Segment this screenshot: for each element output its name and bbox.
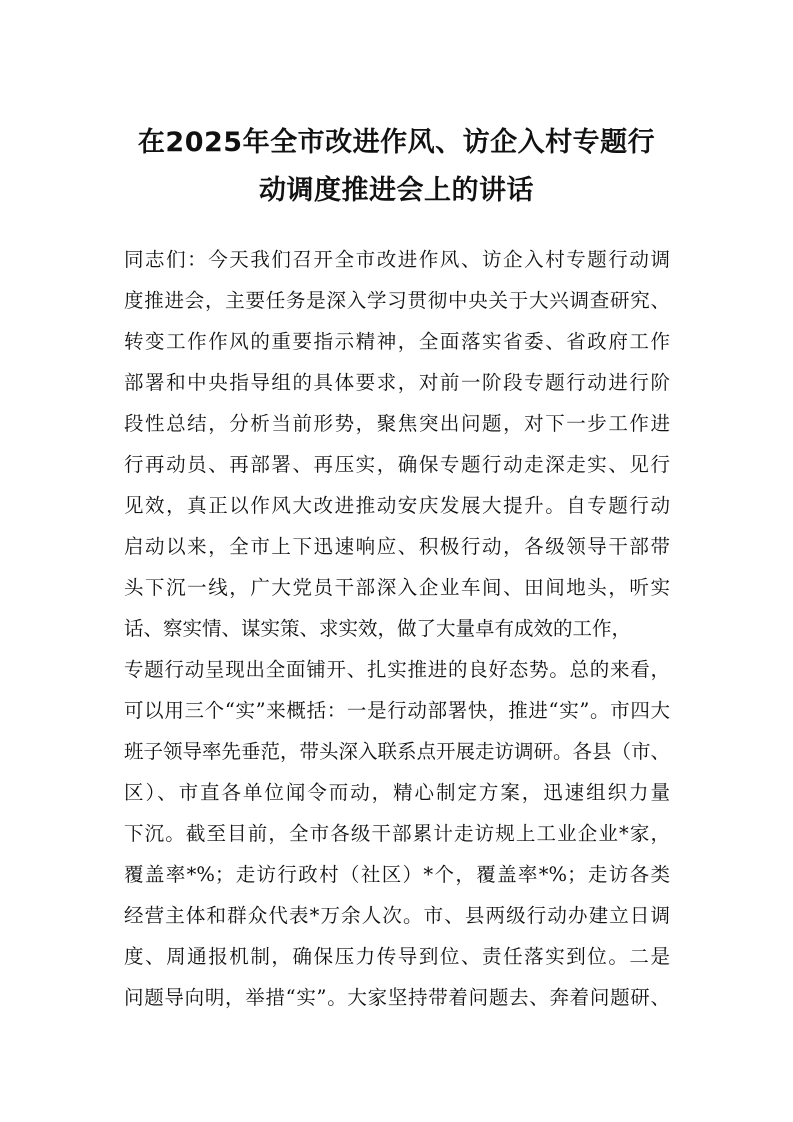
document-title-line-2: 动调度推进会上的讲话: [259, 175, 534, 206]
body-line: 度推进会，主要任务是深入学习贯彻中央关于大兴调查研究、: [124, 289, 670, 312]
body-line: 话、察实情、谋实策、求实效，做了大量卓有成效的工作，: [124, 617, 632, 640]
body-line: 头下沉一线，广大党员干部深入企业车间、田间地头，听实: [124, 576, 670, 599]
body-line: 区）、市直各单位闻令而动，精心制定方案，迅速组织力量: [124, 781, 670, 804]
body-line: 覆盖率*%；走访行政村（社区）*个，覆盖率*%；走访各类: [124, 863, 670, 886]
body-line: 见效，真正以作风大改进推动安庆发展大提升。自专题行动: [124, 494, 670, 517]
body-line: 下沉。截至目前，全市各级干部累计走访规上工业企业*家，: [124, 822, 670, 845]
body-line: 启动以来，全市上下迅速响应、积极行动，各级领导干部带: [124, 535, 670, 558]
body-line: 同志们：今天我们召开全市改进作风、访企入村专题行动调: [124, 248, 670, 271]
body-line: 经营主体和群众代表*万余人次。市、县两级行动办建立日调: [124, 904, 670, 927]
document-title-line-1: 在2025年全市改进作风、访企入村专题行: [137, 127, 656, 158]
body-line: 转变工作作风的重要指示精神，全面落实省委、省政府工作: [124, 330, 670, 353]
body-line: 度、周通报机制，确保压力传导到位、责任落实到位。二是: [124, 945, 670, 968]
body-line: 部署和中央指导组的具体要求，对前一阶段专题行动进行阶: [124, 371, 670, 394]
body-line: 段性总结，分析当前形势，聚焦突出问题，对下一步工作进: [124, 412, 670, 435]
body-line: 问题导向明，举措“实”。大家坚持带着问题去、奔着问题研、: [124, 986, 670, 1009]
body-line: 可以用三个“实”来概括：一是行动部署快，推进“实”。市四大: [124, 699, 670, 722]
body-line: 班子领导率先垂范，带头深入联系点开展走访调研。各县（市、: [124, 740, 670, 763]
body-line: 专题行动呈现出全面铺开、扎实推进的良好态势。总的来看，: [124, 658, 670, 681]
body-line: 行再动员、再部署、再压实，确保专题行动走深走实、见行: [124, 453, 670, 476]
